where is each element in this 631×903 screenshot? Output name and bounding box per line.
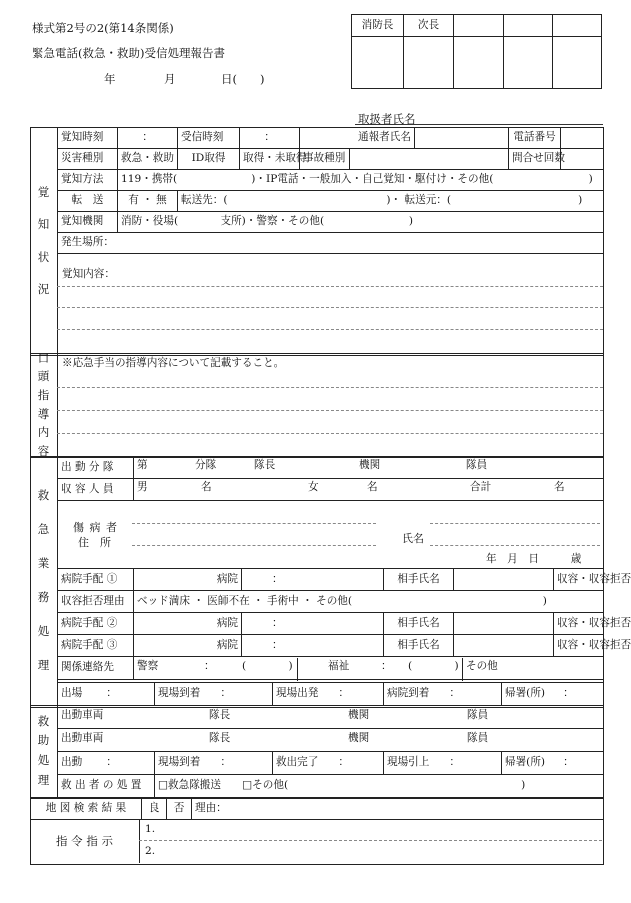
form-number: 様式第2号の2(第14条関係) — [32, 21, 174, 35]
hospital-2-accept[interactable]: 収容・収容拒否 — [554, 613, 604, 635]
unit-member: 隊員 — [466, 459, 488, 471]
hospital-3-time[interactable]: ： — [242, 635, 384, 657]
agency-options[interactable]: 消防・役場( 支所)・警察・その他( ) — [118, 212, 604, 233]
contact-welfare: 福祉 — [328, 660, 350, 672]
kyujo-out-time[interactable]: 出動 ： — [58, 752, 155, 775]
kyujo-rescue-done-time[interactable]: 救出完了 ： — [273, 752, 384, 775]
koutou-line[interactable] — [57, 433, 603, 434]
kyujo-withdraw-time[interactable]: 現場引上 ： — [384, 752, 502, 775]
people-label: 収 容 人 員 — [58, 479, 134, 501]
stamp-box[interactable] — [454, 37, 504, 89]
koutou-line[interactable] — [57, 387, 603, 388]
hospital-2-time[interactable]: ： — [242, 613, 384, 635]
detect-method-options[interactable]: 119・携帯( )・IP電話・一般加入・自己覚知・駆付け・その他( ) — [118, 170, 604, 191]
agency-label: 覚知機関 — [58, 212, 118, 233]
unit-label: 出 動 分 隊 — [58, 457, 134, 479]
detect-content-label: 覚知内容： — [62, 268, 115, 280]
document-title: 緊急電話(救急・救助)受信処理報告書 — [32, 46, 225, 60]
name-label: 氏名 — [402, 532, 424, 545]
map-search-table — [30, 797, 604, 820]
female-label: 女 — [308, 481, 319, 493]
contact-other: その他 — [466, 660, 498, 672]
kakuchi-table — [57, 127, 604, 254]
directive-1[interactable]: 1. — [145, 823, 156, 835]
return-time[interactable]: 帰署(所) ： — [502, 683, 604, 706]
unit-field[interactable] — [134, 457, 604, 479]
name-line[interactable] — [430, 523, 600, 524]
unit-bu: 分隊 — [195, 459, 217, 471]
male-unit: 名 — [201, 481, 212, 493]
total-unit: 名 — [554, 481, 565, 493]
hospital-1-partner-field[interactable] — [454, 569, 554, 591]
hospital-3-accept[interactable]: 収容・収容拒否 — [554, 635, 604, 657]
directive-2[interactable]: 2. — [145, 845, 156, 857]
kyukyu-top-table — [57, 456, 604, 501]
accident-type-label: 事故種別 — [300, 149, 350, 170]
disaster-type-label: 災害種別 — [58, 149, 118, 170]
kyujo-vehicle-2[interactable]: 出動車両 隊長 機関 隊員 — [58, 729, 604, 752]
stamp-header — [454, 15, 504, 37]
receive-time-field[interactable]: ： — [240, 128, 300, 149]
disposal-options[interactable]: □救急隊搬送 □その他( ) — [155, 775, 604, 798]
id-label: ID取得 — [178, 149, 240, 170]
divider — [297, 658, 298, 681]
content-line[interactable] — [57, 329, 603, 330]
kyujo-section-label: 救助処理 — [30, 705, 58, 797]
female-unit: 名 — [367, 481, 378, 493]
hospital-2-partner-label: 相手氏名 — [384, 613, 454, 635]
kyujo-table — [57, 705, 604, 798]
arrive-time[interactable]: 現場到着 ： — [155, 683, 273, 706]
stamp-box[interactable] — [553, 37, 602, 89]
stamp-box[interactable] — [504, 37, 553, 89]
inquiry-count-field[interactable] — [561, 149, 604, 170]
receive-time-label: 受信時刻 — [178, 128, 240, 149]
disposal-label: 救 出 者 の 処 置 — [58, 775, 155, 798]
map-bad[interactable]: 否 — [167, 798, 192, 820]
refuse-reason-label: 収容拒否理由 — [58, 591, 134, 613]
patient-line[interactable] — [132, 523, 376, 524]
hospital-3-label: 病院手配 ③ — [58, 635, 134, 657]
disaster-type-options[interactable]: 救急・救助 — [118, 149, 178, 170]
divider — [462, 658, 463, 681]
chief-label: 消防長 — [352, 15, 404, 37]
hospital-1-accept[interactable]: 収容・収容拒否 — [554, 569, 604, 591]
name-line[interactable] — [430, 545, 600, 546]
phone-label: 電話番号 — [509, 128, 561, 149]
handler-underline — [355, 124, 603, 125]
hospital-1-label: 病院手配 ① — [58, 569, 134, 591]
map-good[interactable]: 良 — [142, 798, 167, 820]
unit-leader: 隊長 — [254, 459, 276, 471]
approval-table — [351, 14, 602, 89]
map-search-label: 地 図 検 索 結 果 — [31, 798, 142, 820]
address-label: 住 所 — [78, 536, 111, 549]
directive-line — [139, 840, 602, 841]
total-label: 合計 — [470, 481, 492, 493]
detect-method-label: 覚知方法 — [58, 170, 118, 191]
koutou-note: ※応急手当の指導内容について記載すること。 — [62, 357, 285, 369]
depart-time[interactable]: 現場出発 ： — [273, 683, 384, 706]
contact-label: 関係連絡先 — [58, 657, 134, 680]
id-options[interactable]: 取得・未取得 — [240, 149, 300, 170]
transfer-destination[interactable]: 転送先：( )・ 転送元：( ) — [178, 191, 604, 212]
unit-kikan: 機関 — [359, 459, 381, 471]
address-line[interactable] — [132, 545, 376, 546]
date-day: 日( ) — [221, 72, 265, 86]
map-reason[interactable]: 理由： — [192, 798, 604, 820]
inquiry-count-label: 問合せ回数 — [509, 149, 561, 170]
content-line[interactable] — [57, 286, 603, 287]
reporter-label: 通報者氏名 — [300, 128, 415, 149]
kakuchi-section-label: 覚知状況 — [30, 127, 58, 354]
stamp-box[interactable] — [404, 37, 454, 89]
contact-police-paren: ( ) — [242, 660, 293, 672]
incident-place-field[interactable]: 発生場所： — [58, 233, 604, 254]
hospital-2-partner-field[interactable] — [454, 613, 554, 635]
male-label: 男 — [137, 481, 148, 493]
stamp-box[interactable] — [352, 37, 404, 89]
hospital-arrive-time[interactable]: 病院到着 ： — [384, 683, 502, 706]
koutou-line[interactable] — [57, 410, 603, 411]
directive-label: 指 令 指 示 — [30, 819, 140, 863]
transfer-label: 転 送 — [58, 191, 118, 212]
out-time[interactable]: 出場 ： — [58, 683, 155, 706]
patient-label: 傷 病 者 — [73, 521, 118, 534]
kyujo-vehicle-1[interactable]: 出動車両 隊長 機関 隊員 — [58, 706, 604, 729]
kyukyu-time-table — [57, 682, 604, 706]
people-field[interactable] — [134, 479, 604, 501]
hospital-1-time[interactable]: ： — [242, 569, 384, 591]
detect-time-label: 覚知時刻 — [58, 128, 118, 149]
date-month: 月 — [164, 72, 176, 86]
accident-type-field[interactable] — [350, 149, 509, 170]
hospital-2-label: 病院手配 ② — [58, 613, 134, 635]
detect-time-field[interactable]: ： — [118, 128, 178, 149]
contact-police-colon: ： — [204, 660, 215, 672]
contact-welfare-colon: ： — [381, 660, 392, 672]
kyukyu-hospital-table — [57, 568, 631, 680]
refuse-reason-options[interactable]: ベッド満床 ・ 医師不在 ・ 手術中 ・ その他( ) — [134, 591, 604, 613]
kyujo-arrive-time[interactable]: 現場到着 ： — [155, 752, 273, 775]
transfer-yesno[interactable]: 有 ・ 無 — [118, 191, 178, 212]
contact-welfare-paren: ( ) — [408, 660, 459, 672]
phone-field[interactable] — [561, 128, 604, 149]
stamp-header — [553, 15, 602, 37]
hospital-1-name[interactable]: 病院 — [134, 569, 242, 591]
reporter-field[interactable] — [415, 128, 509, 149]
hospital-2-name[interactable]: 病院 — [134, 613, 242, 635]
handler-label: 取扱者氏名 — [358, 112, 416, 126]
birthdate-age[interactable]: 年 月 日 歳 — [486, 553, 582, 565]
hospital-3-partner-label: 相手氏名 — [384, 635, 454, 657]
stamp-header — [504, 15, 553, 37]
kyujo-return-time[interactable]: 帰署(所) ： — [502, 752, 604, 775]
content-line[interactable] — [57, 307, 603, 308]
koutou-section-label: 口頭指導内容 — [30, 353, 58, 456]
deputy-label: 次長 — [404, 15, 454, 37]
contact-police: 警察 — [137, 660, 159, 672]
date-year: 年 — [104, 72, 116, 86]
kyukyu-section-label: 救急業務処理 — [30, 456, 58, 706]
contact-field[interactable] — [134, 657, 604, 680]
hospital-3-name[interactable]: 病院 — [134, 635, 242, 657]
unit-dai: 第 — [137, 459, 148, 471]
hospital-1-partner-label: 相手氏名 — [384, 569, 454, 591]
hospital-3-partner-field[interactable] — [454, 635, 554, 657]
